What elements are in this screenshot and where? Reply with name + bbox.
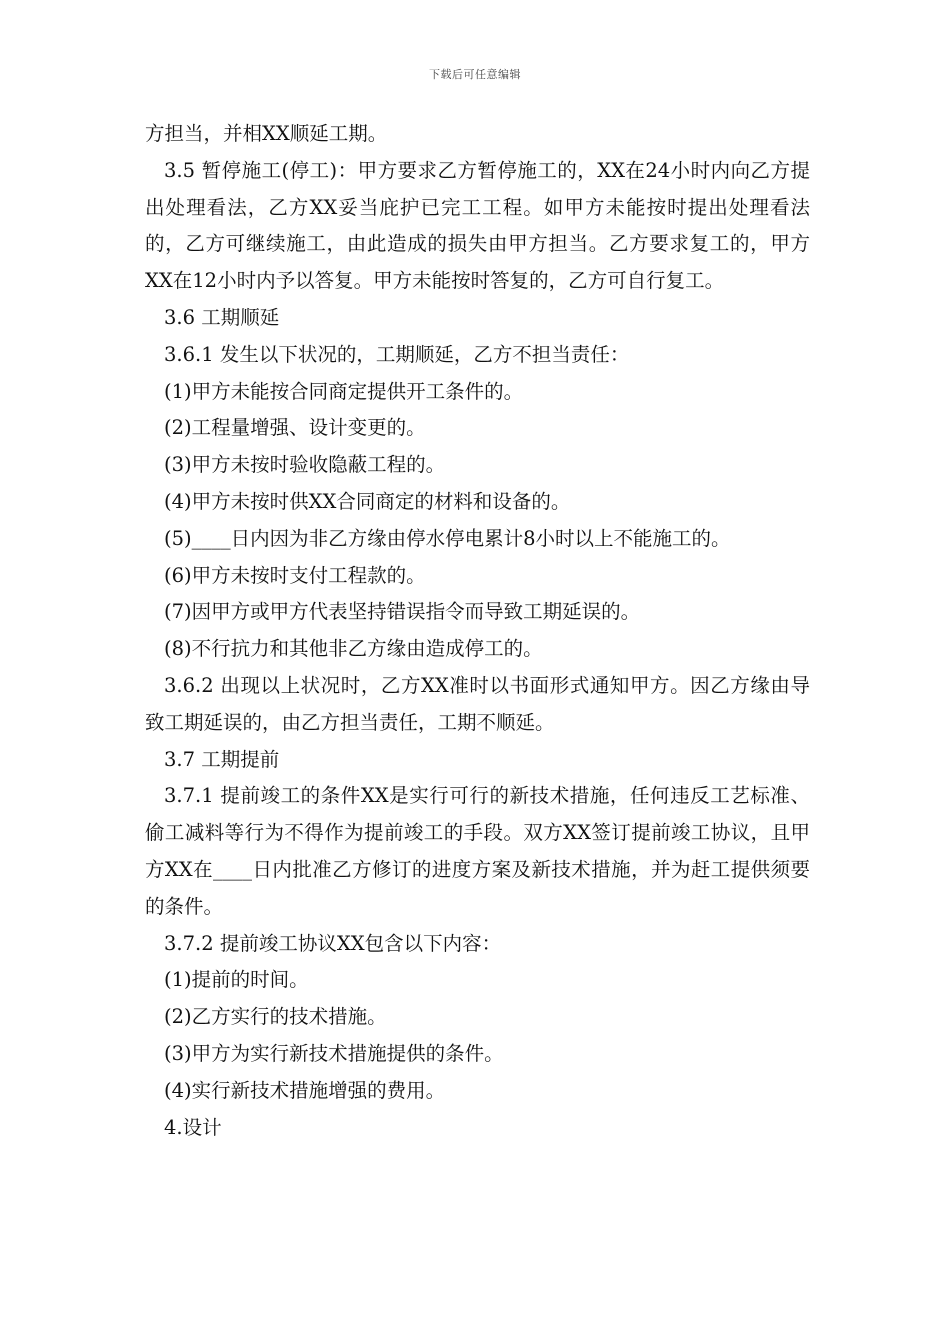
section-heading: 4.设计 [164,1115,222,1139]
list-item: (1)甲方未能按合同商定提供开工条件的。 [164,379,524,403]
list-item: (3)甲方未按时验收隐蔽工程的。 [164,453,446,477]
paragraph: 3.6.2 出现以上状况时，乙方XX准时以书面形式通知甲方。因乙方缘由导致工期延误的，由乙方担当责任，工期不顺延。 [145,673,810,734]
list-item: (4)甲方未按时供XX合同商定的材料和设备的。 [164,489,571,513]
list-item: (2)工程量增强、设计变更的。 [164,416,426,440]
list-item: (7)因甲方或甲方代表坚持错误指令而导致工期延误的。 [164,600,641,624]
document-body [145,116,810,1146]
list-item: (3)甲方为实行新技术措施提供的条件。 [164,1041,504,1065]
paragraph: 方担当，并相XX顺延工期。 [145,122,388,145]
list-item: (5)____日内因为非乙方缘由停水停电累计8小时以上不能施工的。 [164,526,731,550]
paragraph: 3.6.1 发生以下状况的，工期顺延，乙方不担当责任： [164,342,630,366]
section-heading: 3.7 工期提前 [164,747,280,771]
page-header: 下载后可任意编辑 [429,68,521,81]
section-heading: 3.6 工期顺延 [164,305,280,329]
list-item: (1)提前的时间。 [164,968,309,992]
list-item: (6)甲方未按时支付工程款的。 [164,563,426,587]
list-item: (8)不行抗力和其他非乙方缘由造成停工的。 [164,637,543,661]
paragraph: 3.7.2 提前竣工协议XX包含以下内容： [164,931,502,955]
list-item: (4)实行新技术措施增强的费用。 [164,1078,446,1102]
list-item: (2)乙方实行的技术措施。 [164,1005,387,1029]
paragraph: 3.5 暂停施工(停工)：甲方要求乙方暂停施工的，XX在24小时内向乙方提出处理看法，乙方XX妥当庇护已完工工程。如甲方未能按时提出处理看法的，乙方可继续施工，由此造成的损失由甲方担当。乙方要求复工的，甲方XX在12小时内予以答复。甲方未能按时答复的，乙方可自行复工。 [145,158,810,293]
paragraph: 3.7.1 提前竣工的条件XX是实行可行的新技术措施，任何违反工艺标准、偷工减料等行为不得作为提前竣工的手段。双方XX签订提前竣工协议，且甲方XX在____日内批准乙方修订的进度方案及新技术措施，并为赶工提供须要的条件。 [145,784,810,918]
